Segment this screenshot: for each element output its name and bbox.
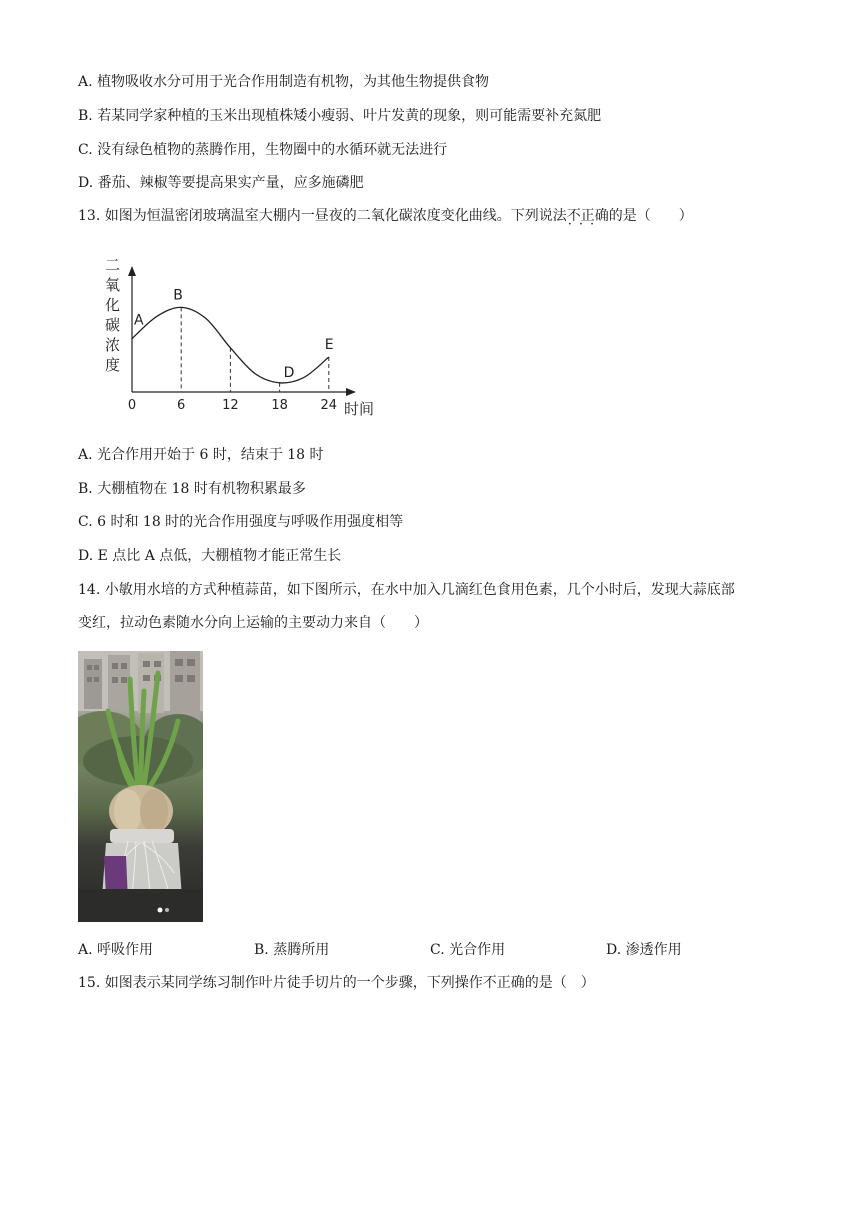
- q13-stem-before: 13. 如图为恒温密闭玻璃温室大棚内一昼夜的二氧化碳浓度变化曲线。下列说法: [78, 208, 567, 224]
- y-axis-arrow: [128, 266, 136, 276]
- point-label-b: B: [173, 287, 183, 304]
- y-axis-label-char: 浓: [105, 336, 121, 354]
- x-tick-label: 0: [127, 398, 137, 413]
- q13-stem-emphasis: 不正确 ···: [567, 206, 609, 226]
- q14-option-b: B. 蒸腾所用: [254, 942, 330, 958]
- q14-stem-line1: 14. 小敏用水培的方式种植蒜苗，如下图所示，在水中加入几滴红色食用色素，几个小时后，发现大蒜底部: [78, 582, 735, 598]
- q15-stem: 15. 如图表示某同学练习制作叶片徒手切片的一个步骤，下列操作不正确的是（ ）: [78, 975, 595, 991]
- y-axis-label-char: 氧: [105, 276, 121, 294]
- point-label-a: A: [134, 312, 144, 329]
- q12-option-d: D. 番茄、辣椒等要提高果实产量，应多施磷肥: [78, 175, 364, 191]
- q14-option-a: A. 呼吸作用: [78, 942, 154, 958]
- q13-stem-after: 的是（ ）: [608, 208, 693, 224]
- q14-stem-line2: 变红，拉动色素随水分向上运输的主要动力来自（ ）: [78, 615, 428, 631]
- q12-option-a: A. 植物吸收水分可用于光合作用制造有机物，为其他生物提供食物: [78, 74, 490, 90]
- q14-option-c: C. 光合作用: [430, 942, 506, 958]
- y-axis-label-char: 化: [105, 296, 121, 314]
- q13-option-a: A. 光合作用开始于 6 时，结束于 18 时: [78, 447, 324, 463]
- x-tick-label: 24: [320, 398, 338, 413]
- y-axis-label-char: 碳: [105, 316, 121, 334]
- q12-option-c: C. 没有绿色植物的蒸腾作用，生物圈中的水循环就无法进行: [78, 142, 448, 158]
- q14-option-d: D. 渗透作用: [606, 942, 682, 958]
- point-label-d: D: [283, 364, 295, 381]
- y-axis-label-char: 二: [105, 256, 121, 274]
- y-axis-label: [105, 256, 120, 374]
- x-tick-label: 12: [222, 398, 239, 413]
- x-tick-label: 6: [177, 398, 186, 413]
- garlic-illustration: [78, 651, 203, 922]
- q12-option-b: B. 若某同学家种植的玉米出现植株矮小瘦弱、叶片发黄的现象，则可能需要补充氮肥: [78, 108, 602, 124]
- x-tick-label: 18: [271, 398, 288, 413]
- garlic-sprout-photo: [78, 651, 203, 922]
- q13-option-d: D. E 点比 A 点低，大棚植物才能正常生长: [78, 548, 342, 564]
- q13-option-c: C. 6 时和 18 时的光合作用强度与呼吸作用强度相等: [78, 514, 404, 530]
- point-label-e: E: [324, 337, 334, 354]
- q13-option-b: B. 大棚植物在 18 时有机物积累最多: [78, 481, 306, 497]
- y-axis-label-char: 度: [105, 356, 121, 374]
- co2-concentration-chart: [100, 252, 390, 422]
- x-axis-label: 时间: [344, 400, 375, 418]
- x-axis-arrow: [346, 388, 356, 396]
- q13-stem: [78, 206, 693, 226]
